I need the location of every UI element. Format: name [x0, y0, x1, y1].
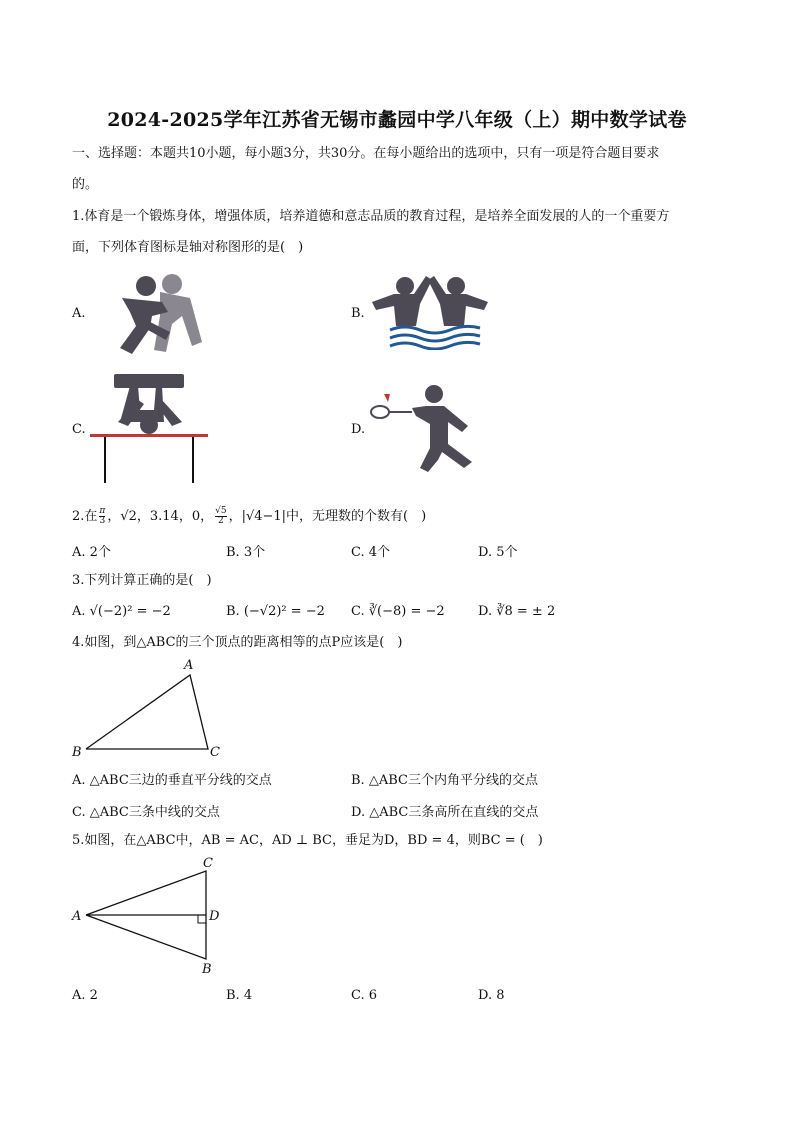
q5-triangle-figure: [66, 853, 236, 979]
page-title: 2024-2025学年江苏省无锡市蠡园中学八年级（上）期中数学试卷: [107, 109, 687, 131]
badminton-icon: [368, 382, 492, 474]
q3-option-c: C. ∛(−8) = −2: [351, 604, 445, 619]
q4-label-a: A: [184, 658, 194, 673]
q5-option-d: D. 8: [478, 988, 505, 1003]
gymnastics-icon: [88, 370, 212, 488]
q2-sqrt5-denominator: 2: [217, 516, 224, 526]
q5-option-a: A. 2: [72, 988, 98, 1003]
q5-label-d: D: [209, 909, 220, 924]
q1-stem-line2: 面，下列体育图标是轴对称图形的是( ): [72, 240, 304, 255]
wrestling-icon: [110, 272, 210, 358]
q2-sqrt5-fraction: [215, 507, 226, 526]
q2-abs: ，|√4−1|中，无理数的个数有( ): [228, 509, 427, 524]
q3-option-d: D. ∛8 = ± 2: [478, 604, 556, 619]
q2-stem: [72, 507, 426, 526]
swimming-icon: [370, 270, 490, 350]
q2-pi-fraction: [99, 507, 105, 526]
q2-option-d: D. 5个: [478, 545, 518, 560]
q4-triangle-figure: [66, 655, 236, 763]
q2-pi-numerator: π: [99, 506, 106, 516]
q5-label-b: B: [202, 962, 212, 977]
q2-list: ，√2，3.14，0，: [107, 509, 214, 524]
q2-pi-denominator: 3: [99, 516, 106, 526]
q3-option-b: B. (−√2)² = −2: [226, 604, 325, 619]
q5-stem: 5.如图，在△ABC中，AB = AC，AD ⊥ BC，垂足为D，BD = 4，则BC = ( ): [72, 833, 543, 848]
section-heading-line2: 的。: [72, 177, 99, 192]
q4-option-d: D. △ABC三条高所在直线的交点: [351, 805, 539, 820]
q4-option-c: C. △ABC三条中线的交点: [72, 805, 220, 820]
q4-option-b: B. △ABC三个内角平分线的交点: [351, 773, 538, 788]
q2-option-a: A. 2个: [72, 545, 111, 560]
q1-option-b-label: B.: [351, 306, 365, 321]
q4-stem: 4.如图，到△ABC的三个顶点的距离相等的点P应该是( ): [72, 635, 403, 650]
q5-option-c: C. 6: [351, 988, 378, 1003]
q1-stem-line1: 1.体育是一个锻炼身体，增强体质，培养道德和意志品质的教育过程，是培养全面发展的人的一个重要方: [72, 209, 670, 224]
q2-prefix: 2.在: [72, 509, 98, 524]
q5-label-c: C: [203, 856, 213, 871]
q1-option-d-label: D.: [351, 422, 366, 437]
q5-right-angle-mark: [198, 915, 206, 923]
q3-option-a: A. √(−2)² = −2: [72, 604, 171, 619]
q1-option-c-label: C.: [72, 422, 86, 437]
q3-stem: 3.下列计算正确的是( ): [72, 573, 212, 588]
q4-label-c: C: [210, 745, 220, 760]
q2-option-c: C. 4个: [351, 545, 391, 560]
q4-label-b: B: [72, 745, 82, 760]
q2-sqrt5-numerator: √5: [215, 506, 227, 516]
q4-triangle: [86, 675, 208, 749]
q4-option-a: A. △ABC三边的垂直平分线的交点: [72, 773, 272, 788]
q5-option-b: B. 4: [226, 988, 253, 1003]
q5-label-a: A: [72, 909, 82, 924]
q2-option-b: B. 3个: [226, 545, 266, 560]
section-heading-line1: 一、选择题：本题共10小题，每小题3分，共30分。在每小题给出的选项中，只有一项是符合题目要求: [72, 146, 660, 161]
q1-option-a-label: A.: [72, 306, 86, 321]
